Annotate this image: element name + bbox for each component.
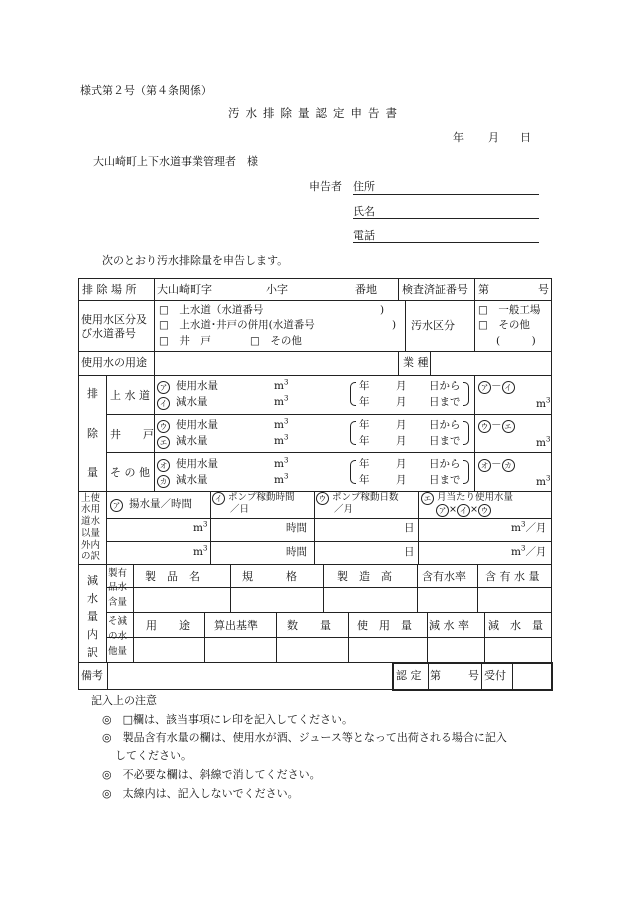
haijo-char-1: 排 <box>87 387 98 400</box>
pump-hours-header-2: ／日 <box>230 504 250 515</box>
intro-text: 次のとおり汚水排除量を申告します。 <box>102 254 289 267</box>
pump-monthly-formula: ア × イ × ウ <box>436 504 491 517</box>
date-day: 日 <box>520 131 531 144</box>
option-heiyou-close: ) <box>392 319 397 331</box>
pump-side-3: 道水 <box>81 516 101 527</box>
address-label: 住所 <box>353 180 375 193</box>
note-2-cont: してください。 <box>115 749 192 762</box>
option-heiyou[interactable]: □ 上水道･井戸の併用(水道番号 <box>159 319 315 331</box>
location-banchi: 番地 <box>355 283 377 296</box>
product-output-header: 製 造 高 <box>337 570 392 583</box>
product-amount-header: 含 有 水 量 <box>485 570 540 583</box>
addressee: 大山崎町上下水道事業管理者 様 <box>93 155 258 168</box>
use-amount: ウ 使用水量 <box>157 419 218 433</box>
approval-go: 号 <box>468 669 479 682</box>
from-year: 年 <box>359 419 370 431</box>
pump-monthly-unit: $m^3/$月 <box>511 520 547 534</box>
note-4: ◎ 太線内は、記入しないでください。 <box>102 787 299 800</box>
option-osui-sonota[interactable]: □ その他 <box>478 319 530 331</box>
gensui-char-2: 水 <box>87 592 98 605</box>
result-formula: ア － イ <box>478 380 515 394</box>
circle-ka-icon: カ <box>157 475 170 488</box>
other-qty-header: 数 量 <box>287 619 331 632</box>
result-formula: オ － カ <box>478 458 515 472</box>
result-formula: ウ － エ <box>478 419 515 433</box>
source-label: 上 水 道 <box>110 389 150 402</box>
option-suido-close: ) <box>380 304 385 316</box>
applicant-label: 申告者 <box>309 180 342 193</box>
circle-o-icon: オ <box>157 459 170 472</box>
unit-m3: $m^3$ <box>274 417 289 431</box>
name-label: 氏名 <box>353 205 375 218</box>
pump-monthly-unit: $m^3/$月 <box>511 544 547 558</box>
pump-side-4: 以量 <box>81 528 101 539</box>
gensui-char-5: 訳 <box>87 646 98 659</box>
unit-m3: $m^3$ <box>274 472 289 486</box>
unit-m3: $m^3$ <box>274 394 289 408</box>
circle-i-icon: イ <box>157 397 170 410</box>
pump-days-header-2: ／月 <box>334 504 354 515</box>
other-use-header: 使 用 量 <box>357 619 412 632</box>
other-side-1: そ減 <box>108 616 128 627</box>
from-year: 年 <box>359 380 370 392</box>
address-field[interactable] <box>353 194 539 195</box>
result-unit: $m^3$ <box>536 396 551 410</box>
gensui-char-1: 減 <box>87 574 98 587</box>
result-unit: $m^3$ <box>536 474 551 488</box>
phone-field[interactable] <box>353 242 539 243</box>
pump-hours-unit: 時間 <box>286 522 307 534</box>
from-month: 月 <box>396 458 407 470</box>
other-amount-header: 減 水 量 <box>488 619 543 632</box>
note-1: ◎ □欄は、該当事項にレ印を記入してください。 <box>102 713 354 726</box>
pump-rate-header: ア 揚水量／時間 <box>110 498 192 512</box>
note-3: ◎ 不必要な欄は、斜線で消してください。 <box>102 768 321 781</box>
to-month: 月 <box>396 474 407 486</box>
unit-m3: $m^3$ <box>274 378 289 392</box>
approval-label: 認 定 <box>396 669 422 682</box>
other-rate-header: 減 水 率 <box>429 619 469 632</box>
pump-days-unit: 日 <box>404 522 415 534</box>
approval-dai: 第 <box>430 669 441 682</box>
pump-rate-unit: $m^3$ <box>193 520 208 534</box>
inspection-go: 号 <box>538 283 549 296</box>
usage-label: 使用水の用途 <box>81 356 147 369</box>
reduce-amount: イ 減水量 <box>157 396 208 410</box>
unit-m3: $m^3$ <box>274 433 289 447</box>
other-basis-header: 算出基準 <box>214 619 258 632</box>
pump-side-2: 水用 <box>81 504 101 515</box>
sewage-category-label: 汚水区分 <box>411 319 455 332</box>
notes-heading: 記入上の注意 <box>91 694 157 707</box>
from-day: 日から <box>429 458 461 470</box>
pump-days-unit: 日 <box>404 546 415 558</box>
reception-label: 受付 <box>484 669 506 682</box>
to-year: 年 <box>359 474 370 486</box>
to-year: 年 <box>359 435 370 447</box>
from-day: 日から <box>429 380 461 392</box>
water-category-label-2: び水道番号 <box>81 327 136 340</box>
location-label: 排 除 場 所 <box>82 283 137 296</box>
reduce-amount: カ 減水量 <box>157 474 208 488</box>
location-koaza: 小字 <box>266 283 288 296</box>
from-month: 月 <box>396 380 407 392</box>
source-label: そ の 他 <box>110 466 150 479</box>
pump-hours-header: イ ポンプ稼動時間 <box>212 492 295 505</box>
circle-a-icon: ア <box>157 381 170 394</box>
option-sonota[interactable]: □ その他 <box>250 335 302 347</box>
result-unit: $m^3$ <box>536 435 551 449</box>
option-ido[interactable]: □ 井 戸 <box>159 335 211 347</box>
phone-label: 電話 <box>353 229 375 242</box>
form-title: 汚水排除量認定申告書 <box>228 106 403 120</box>
from-month: 月 <box>396 419 407 431</box>
other-side-2: の水 <box>108 631 128 642</box>
inspection-number-label: 検査済証番号 <box>402 283 468 296</box>
use-amount: オ 使用水量 <box>157 458 218 472</box>
gensui-char-3: 量 <box>87 610 98 623</box>
to-day: 日まで <box>429 396 461 408</box>
unit-m3: $m^3$ <box>274 456 289 470</box>
product-side-2: 品水 <box>108 582 128 593</box>
inspection-dai: 第 <box>478 283 489 296</box>
gensui-char-4: 内 <box>87 628 98 641</box>
haijo-char-3: 量 <box>87 466 98 479</box>
product-name-header: 製 品 名 <box>145 570 200 583</box>
remarks-label: 備考 <box>81 669 103 682</box>
pump-monthly-header: エ 月当たり使用水量 <box>421 492 513 505</box>
industry-label: 業 種 <box>403 356 429 369</box>
to-day: 日まで <box>429 474 461 486</box>
circle-e-icon: エ <box>157 436 170 449</box>
water-category-label: 使用水区分及 <box>81 313 147 326</box>
circle-u-icon: ウ <box>157 420 170 433</box>
product-side-1: 製有 <box>108 568 128 579</box>
option-ippan-kojo[interactable]: □ 一般工場 <box>478 304 541 316</box>
from-year: 年 <box>359 458 370 470</box>
to-month: 月 <box>396 435 407 447</box>
pump-side-1: 上使 <box>81 493 101 504</box>
reduce-amount: エ 減水量 <box>157 435 208 449</box>
note-2: ◎ 製品含有水量の欄は、使用水が酒、ジュース等となって出荷される場合に記入 <box>102 731 507 744</box>
name-field[interactable] <box>353 218 539 219</box>
location-town: 大山崎町字 <box>157 283 212 296</box>
pump-hours-unit: 時間 <box>286 546 307 558</box>
form-number: 様式第２号（第４条関係） <box>80 84 212 97</box>
haijo-char-2: 除 <box>87 427 98 440</box>
to-year: 年 <box>359 396 370 408</box>
pump-side-6: の訳 <box>81 551 101 562</box>
to-month: 月 <box>396 396 407 408</box>
option-osui-paren: ( ) <box>496 335 536 347</box>
other-usage-header: 用 途 <box>146 619 190 632</box>
product-rate-header: 含有水率 <box>422 570 466 583</box>
option-suido[interactable]: □ 上水道（水道番号 <box>159 304 264 316</box>
date-year: 年 <box>453 131 464 144</box>
pump-side-5: 外内 <box>81 540 101 551</box>
pump-days-header: ウ ポンプ稼動日数 <box>316 492 399 505</box>
product-side-3: 含量 <box>108 597 128 608</box>
use-amount: ア 使用水量 <box>157 380 218 394</box>
source-label: 井 戸 <box>110 428 154 441</box>
product-spec-header: 規 格 <box>242 570 297 583</box>
to-day: 日まで <box>429 435 461 447</box>
other-side-3: 他量 <box>108 646 128 657</box>
from-day: 日から <box>429 419 461 431</box>
pump-rate-unit: $m^3$ <box>193 544 208 558</box>
date-month: 月 <box>488 131 499 144</box>
